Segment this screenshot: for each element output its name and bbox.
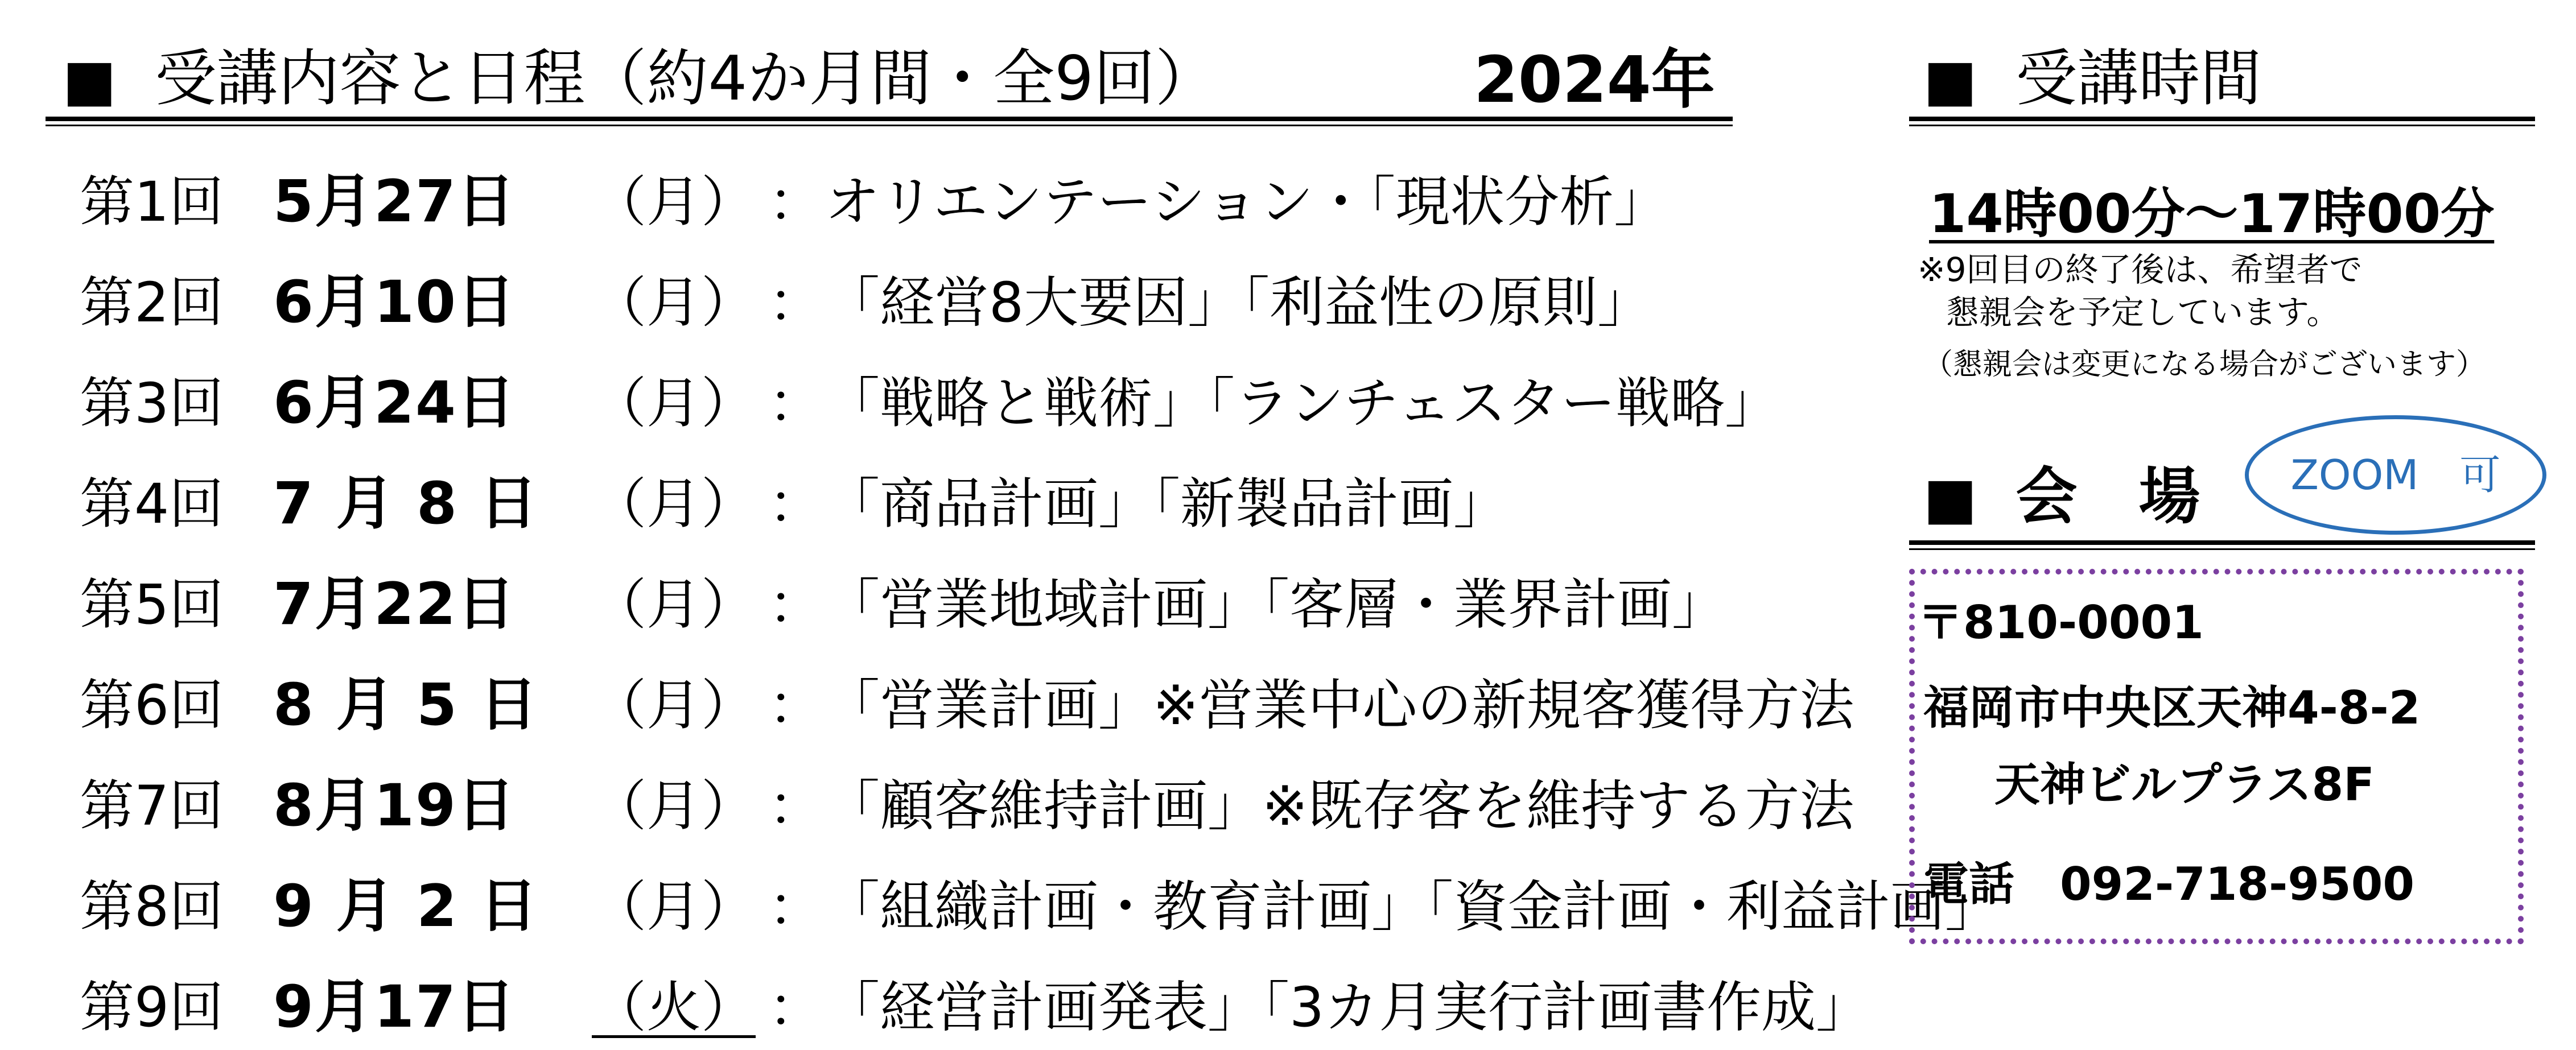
venue-address2: 天神ビルプラス8F bbox=[1994, 758, 2375, 811]
session-weekday: （月） bbox=[592, 472, 756, 536]
session-date: 5月27日 bbox=[273, 168, 516, 235]
party-note-small: （懇親会は変更になる場合がございます） bbox=[1923, 348, 2486, 382]
session-separator: ： bbox=[768, 573, 823, 636]
square-bullet-icon: ■ bbox=[63, 47, 117, 113]
session-weekday: （月） bbox=[592, 875, 756, 939]
zoom-available-badge: ZOOM 可 bbox=[2245, 415, 2546, 535]
venue-address-box bbox=[1909, 569, 2524, 944]
session-separator: ： bbox=[768, 774, 823, 838]
schedule-year: 2024年 bbox=[1474, 43, 1715, 117]
session-number: 第7回 bbox=[80, 774, 224, 838]
session-weekday: （月） bbox=[592, 573, 756, 636]
venue-heading bbox=[1923, 461, 2200, 532]
time-heading-rule bbox=[1909, 117, 2535, 126]
session-date: 8 月 5 日 bbox=[273, 671, 539, 739]
session-weekday: （月） bbox=[592, 170, 756, 234]
session-topic: 「組織計画・教育計画」「資金計画・利益計画」 bbox=[825, 875, 2000, 939]
venue-postal: 〒810-0001 bbox=[1918, 596, 2204, 649]
session-date: 7 月 8 日 bbox=[273, 470, 539, 538]
session-number: 第8回 bbox=[80, 875, 224, 939]
session-topic: 「商品計画」「新製品計画」 bbox=[825, 472, 1508, 536]
party-note-line2: 懇親会を予定しています。 bbox=[1946, 293, 2340, 332]
schedule-heading bbox=[63, 43, 1217, 114]
session-weekday: （月） bbox=[592, 774, 756, 838]
session-separator: ： bbox=[768, 170, 823, 234]
session-topic: 「顧客維持計画」※既存客を維持する方法 bbox=[825, 774, 1854, 838]
session-number: 第4回 bbox=[80, 472, 224, 536]
session-number: 第3回 bbox=[80, 371, 224, 435]
session-separator: ： bbox=[768, 371, 823, 435]
session-weekday: （月） bbox=[592, 673, 756, 737]
session-number: 第9回 bbox=[80, 975, 224, 1039]
session-number: 第1回 bbox=[80, 170, 224, 234]
session-date: 7月22日 bbox=[273, 571, 516, 638]
session-number: 第6回 bbox=[80, 673, 224, 737]
session-weekday: （月） bbox=[592, 271, 756, 334]
session-separator: ： bbox=[768, 975, 823, 1039]
session-number: 第5回 bbox=[80, 573, 224, 636]
time-heading-title: 受講時間 bbox=[2016, 43, 2262, 114]
party-note-line1: ※9回目の終了後は、希望者で bbox=[1918, 250, 2363, 289]
session-weekday: （月） bbox=[592, 371, 756, 435]
session-topic: 「戦略と戦術」「ランチェスター戦略」 bbox=[825, 371, 1780, 435]
session-separator: ： bbox=[768, 472, 823, 536]
session-topic: 「経営計画発表」「3カ月実行計画書作成」 bbox=[825, 975, 1871, 1039]
session-date: 8月19日 bbox=[273, 772, 516, 840]
session-date: 9月17日 bbox=[273, 973, 516, 1041]
session-date: 9 月 2 日 bbox=[273, 873, 539, 940]
session-topic: オリエンテーション・「現状分析」 bbox=[825, 170, 1669, 234]
session-separator: ： bbox=[768, 673, 823, 737]
session-date: 6月24日 bbox=[273, 369, 516, 437]
venue-address1: 福岡市中央区天神4-8-2 bbox=[1923, 681, 2421, 734]
square-bullet-icon: ■ bbox=[1923, 465, 1977, 531]
session-separator: ： bbox=[768, 875, 823, 939]
session-date: 6月10日 bbox=[273, 268, 516, 336]
session-number: 第2回 bbox=[80, 271, 224, 334]
session-topic: 「営業計画」※営業中心の新規客獲得方法 bbox=[825, 673, 1854, 737]
venue-heading-rule bbox=[1909, 540, 2535, 550]
venue-phone: 電話 092-718-9500 bbox=[1923, 858, 2415, 911]
schedule-heading-rule bbox=[46, 117, 1733, 126]
session-weekday: （火） bbox=[592, 975, 756, 1039]
square-bullet-icon: ■ bbox=[1923, 47, 1977, 113]
venue-heading-title: 会 場 bbox=[2016, 461, 2200, 532]
lecture-time: 14時00分～17時00分 bbox=[1929, 183, 2495, 245]
time-heading bbox=[1923, 43, 2262, 114]
session-topic: 「経営8大要因」「利益性の原則」 bbox=[825, 271, 1652, 334]
session-separator: ： bbox=[768, 271, 823, 334]
schedule-heading-title: 受講内容と日程（約4か月間・全9回） bbox=[155, 43, 1217, 114]
session-topic: 「営業地域計画」「客層・業界計画」 bbox=[825, 573, 1726, 636]
